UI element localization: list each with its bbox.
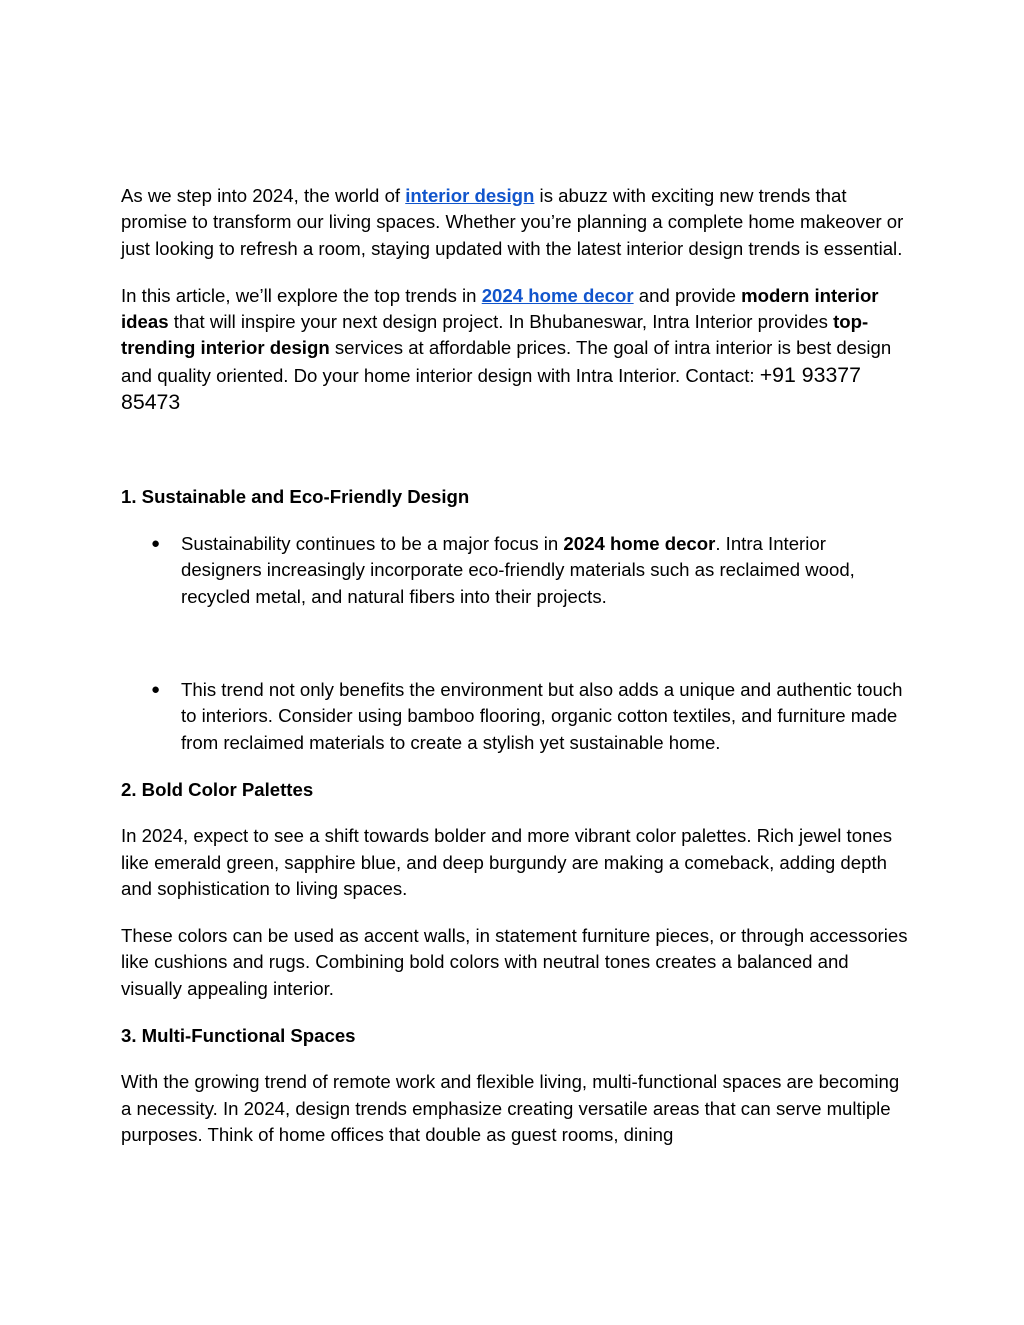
spacer [121, 756, 911, 776]
section-heading-multi-functional: 3. Multi-Functional Spaces [121, 1024, 356, 1046]
bold-phrase: 2024 home decor [563, 532, 716, 554]
list-item [121, 531, 911, 610]
bold-phrase: modern interior ideas [121, 284, 879, 333]
intro-text: and provide [633, 284, 742, 306]
contact-phone: +91 93377 85473 [121, 362, 861, 415]
intro-text: As we step into 2024, the world of [121, 185, 406, 206]
list-item [121, 677, 911, 756]
intro-text: that will inspire your next design project. In Bhubaneswar, Intra Interior provides [168, 311, 834, 333]
home-decor-link[interactable]: 2024 home decor [481, 284, 634, 306]
bullet-text: This trend not only benefits the environment but also adds a unique and authentic touch to interiors. Consider using bamboo flooring, organic cotton textiles, and furniture made from reclaimed materials to create a stylish yet sustainable home. [181, 679, 903, 753]
intro-text: In this article, we’ll explore the top trends in [121, 284, 482, 306]
interior-design-link[interactable]: interior design [405, 185, 535, 206]
empty-list-gap [121, 610, 911, 677]
spacer [121, 437, 911, 484]
section3-paragraph-1: With the growing trend of remote work and flexible living, multi-functional spaces are becoming a necessity. In 2024, design trends emphasize creating versatile areas that can serve multiple purposes. Think of home offices that double as guest rooms, dining [121, 1071, 900, 1146]
section-heading-sustainable: 1. Sustainable and Eco-Friendly Design [121, 486, 470, 508]
intro-paragraph-2 [121, 283, 911, 417]
bullet-text: . Intra Interior designers increasingly incorporate eco-friendly materials such as reclaimed wood, recycled metal, and natural fibers into their projects. [181, 532, 855, 607]
bullet-icon: ● [151, 681, 161, 699]
bullet-text: Sustainability continues to be a major focus in [181, 532, 564, 554]
bold-phrase: top-trending interior design [121, 311, 869, 359]
intro-paragraph-1 [121, 183, 911, 262]
section2-paragraph-1: In 2024, expect to see a shift towards bolder and more vibrant color palettes. Rich jewel tones like emerald green, sapphire blue, and deep burgundy are making a comeback, adding depth and sophistication to living spaces. [121, 825, 893, 900]
section2-paragraph-2: These colors can be used as accent walls, in statement furniture pieces, or through accessories like cushions and rugs. Combining bold colors with neutral tones creates a balanced and visually appealing interior. [121, 925, 908, 999]
intro-text: is abuzz with exciting new trends that promise to transform our living spaces. Whether you’re planning a complete home makeover or just looking to refresh a room, staying updated with the latest interior design trends is essential. [121, 185, 904, 259]
bullet-icon: ● [151, 534, 161, 552]
section-heading-bold-colors: 2. Bold Color Palettes [121, 778, 314, 800]
document-page [121, 183, 911, 1169]
intro-text: services at affordable prices. The goal of intra interior is best design and quality oriented. Do your home interior design with Intra Interior. Contact: [121, 337, 892, 386]
bullet-list [121, 531, 911, 756]
